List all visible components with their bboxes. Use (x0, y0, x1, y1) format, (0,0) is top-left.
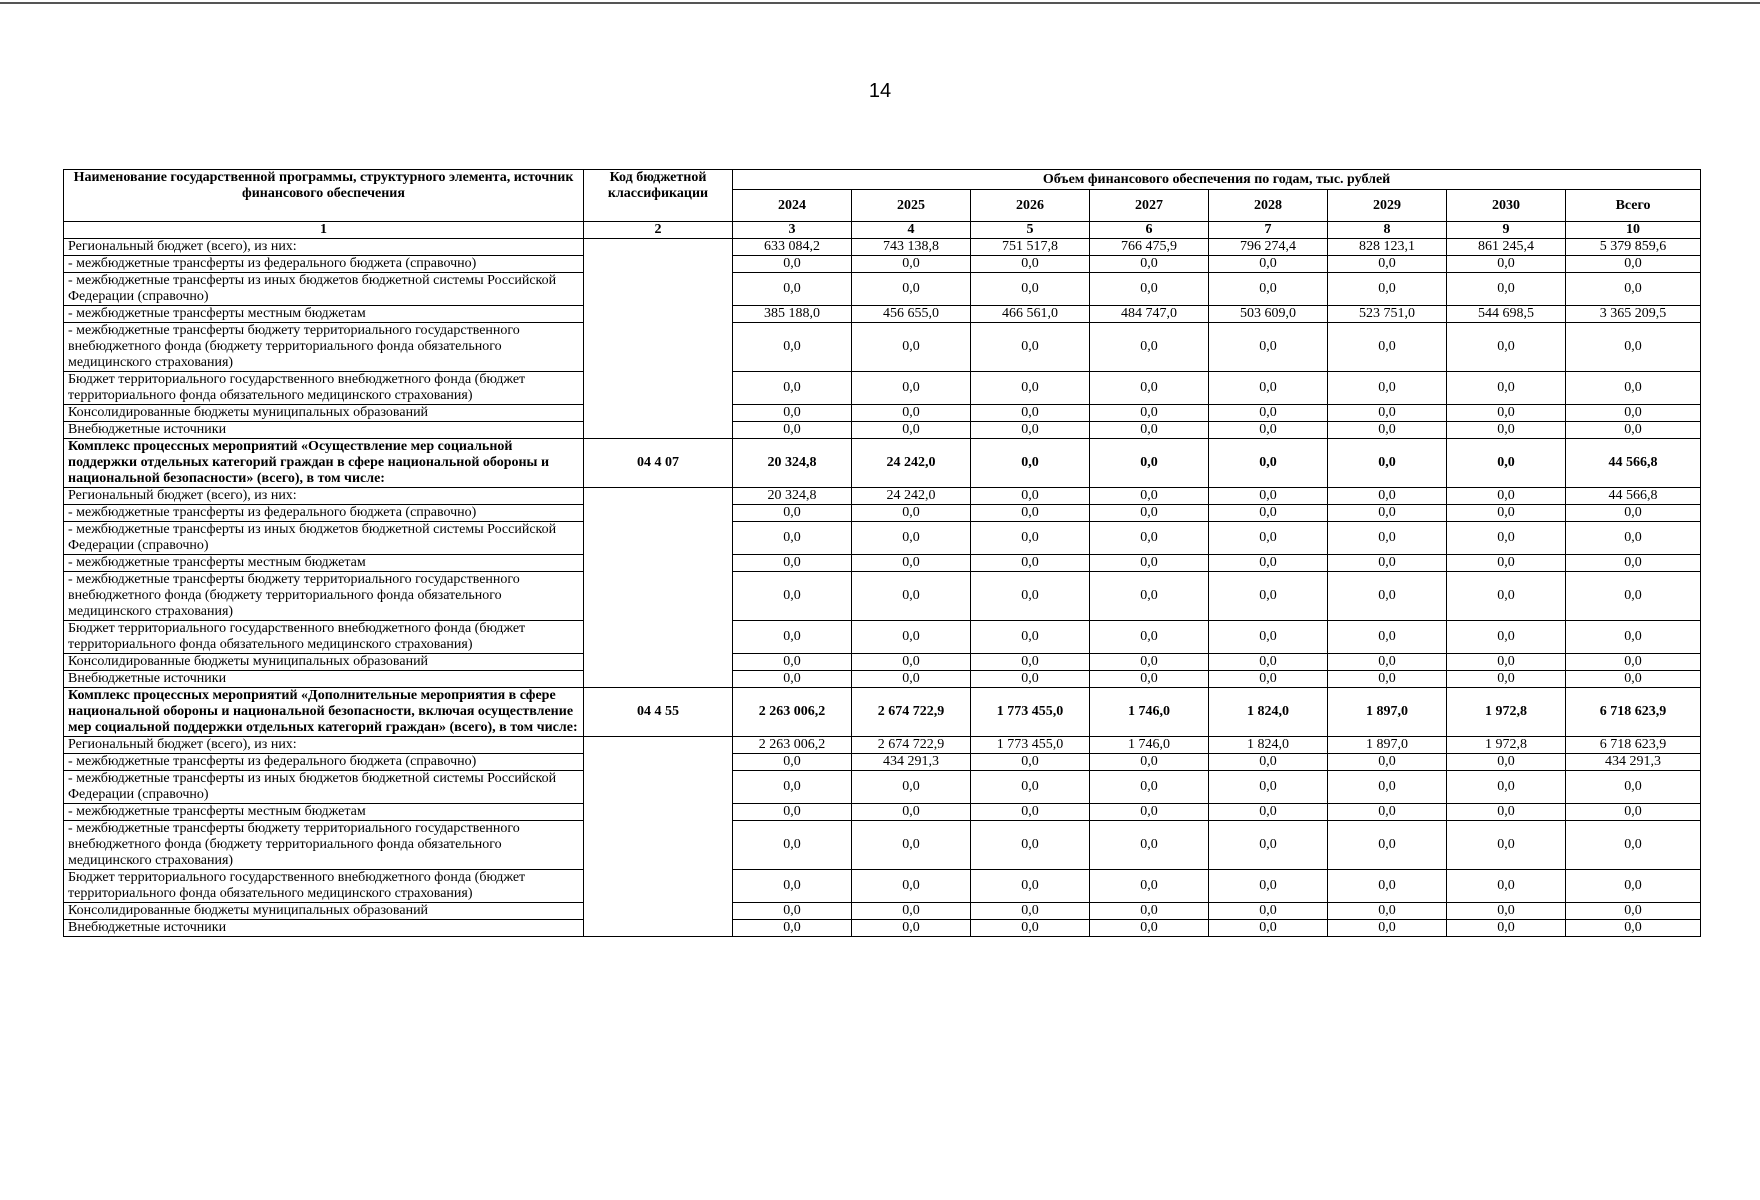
value-cell: 0,0 (1209, 505, 1328, 522)
table-row (64, 505, 1701, 522)
value-cell: 0,0 (733, 654, 852, 671)
row-name: - межбюджетные трансферты бюджету территориального государственного внебюджетного фонда (бюджету территориального фонда обязательного медицинского страхования) (64, 323, 584, 372)
value-cell: 0,0 (1090, 555, 1209, 572)
program-complex-row (64, 439, 1701, 488)
value-cell: 0,0 (733, 621, 852, 654)
value-cell: 0,0 (1328, 405, 1447, 422)
value-cell: 0,0 (1209, 256, 1328, 273)
value-cell: 0,0 (1447, 754, 1566, 771)
value-cell: 0,0 (1447, 821, 1566, 870)
value-cell: 0,0 (1328, 870, 1447, 903)
value-cell: 2 263 006,2 (733, 688, 852, 737)
value-cell: 0,0 (971, 323, 1090, 372)
value-cell: 0,0 (1209, 522, 1328, 555)
value-cell: 0,0 (1090, 804, 1209, 821)
value-cell: 0,0 (971, 804, 1090, 821)
row-name: Внебюджетные источники (64, 422, 584, 439)
value-cell: 0,0 (733, 920, 852, 937)
value-cell: 0,0 (1328, 522, 1447, 555)
row-name: Региональный бюджет (всего), из них: (64, 488, 584, 505)
value-cell: 0,0 (1209, 821, 1328, 870)
value-cell: 0,0 (1328, 488, 1447, 505)
value-cell: 0,0 (971, 654, 1090, 671)
value-cell: 0,0 (1447, 671, 1566, 688)
row-name: Комплекс процессных мероприятий «Дополнительные мероприятия в сфере национальной обороны и национальной безопасности, включая осуществление мер социальной поддержки отдельных категорий граждан» (всего), в том числе: (64, 688, 584, 737)
value-cell: 0,0 (1447, 522, 1566, 555)
value-cell: 1 824,0 (1209, 737, 1328, 754)
budget-code: 04 4 07 (584, 439, 733, 488)
value-cell: 0,0 (1209, 439, 1328, 488)
value-cell: 0,0 (852, 903, 971, 920)
header-volume: Объем финансового обеспечения по годам, тыс. рублей (733, 170, 1701, 190)
value-cell: 1 972,8 (1447, 737, 1566, 754)
total-cell: 0,0 (1566, 273, 1701, 306)
header-total: Всего (1566, 190, 1701, 222)
table-row (64, 422, 1701, 439)
value-cell: 0,0 (1090, 273, 1209, 306)
budget-code (584, 239, 733, 439)
total-cell: 0,0 (1566, 870, 1701, 903)
value-cell: 0,0 (1328, 256, 1447, 273)
total-cell: 0,0 (1566, 555, 1701, 572)
value-cell: 0,0 (852, 522, 971, 555)
value-cell: 0,0 (1090, 372, 1209, 405)
value-cell: 0,0 (1447, 572, 1566, 621)
table-row (64, 306, 1701, 323)
value-cell: 0,0 (1090, 671, 1209, 688)
value-cell: 0,0 (852, 256, 971, 273)
value-cell: 0,0 (1447, 920, 1566, 937)
value-cell: 0,0 (852, 273, 971, 306)
value-cell: 0,0 (1447, 505, 1566, 522)
value-cell: 0,0 (1447, 621, 1566, 654)
value-cell: 0,0 (1328, 903, 1447, 920)
value-cell: 0,0 (1328, 920, 1447, 937)
value-cell: 0,0 (733, 821, 852, 870)
value-cell: 0,0 (971, 488, 1090, 505)
value-cell: 0,0 (1090, 405, 1209, 422)
value-cell: 0,0 (1447, 323, 1566, 372)
value-cell: 0,0 (971, 821, 1090, 870)
value-cell: 0,0 (733, 804, 852, 821)
value-cell: 0,0 (852, 621, 971, 654)
financing-table (63, 169, 1701, 937)
value-cell: 0,0 (1328, 439, 1447, 488)
total-cell: 0,0 (1566, 771, 1701, 804)
value-cell: 0,0 (1328, 621, 1447, 654)
column-number: 7 (1209, 222, 1328, 239)
column-number: 3 (733, 222, 852, 239)
total-cell: 0,0 (1566, 804, 1701, 821)
total-cell: 0,0 (1566, 372, 1701, 405)
value-cell: 0,0 (1209, 903, 1328, 920)
total-cell: 0,0 (1566, 405, 1701, 422)
value-cell: 503 609,0 (1209, 306, 1328, 323)
value-cell: 0,0 (971, 505, 1090, 522)
header-year: 2029 (1328, 190, 1447, 222)
page-number: 14 (868, 80, 892, 102)
value-cell: 0,0 (971, 422, 1090, 439)
value-cell: 0,0 (1328, 372, 1447, 405)
value-cell: 0,0 (1328, 505, 1447, 522)
value-cell: 0,0 (852, 323, 971, 372)
value-cell: 0,0 (852, 555, 971, 572)
row-name: - межбюджетные трансферты из иных бюджетов бюджетной системы Российской Федерации (справочно) (64, 273, 584, 306)
value-cell: 0,0 (733, 870, 852, 903)
value-cell: 0,0 (1090, 256, 1209, 273)
total-cell: 0,0 (1566, 323, 1701, 372)
value-cell: 0,0 (1209, 405, 1328, 422)
value-cell: 0,0 (1090, 439, 1209, 488)
value-cell: 2 674 722,9 (852, 737, 971, 754)
value-cell: 743 138,8 (852, 239, 971, 256)
table-row (64, 555, 1701, 572)
value-cell: 0,0 (1209, 488, 1328, 505)
value-cell: 0,0 (1328, 771, 1447, 804)
table-row (64, 804, 1701, 821)
value-cell: 0,0 (971, 572, 1090, 621)
column-number: 9 (1447, 222, 1566, 239)
table-row (64, 771, 1701, 804)
value-cell: 385 188,0 (733, 306, 852, 323)
value-cell: 0,0 (1447, 804, 1566, 821)
row-name: Внебюджетные источники (64, 920, 584, 937)
table-row (64, 405, 1701, 422)
value-cell: 0,0 (733, 671, 852, 688)
value-cell: 0,0 (852, 372, 971, 405)
value-cell: 1 972,8 (1447, 688, 1566, 737)
value-cell: 0,0 (852, 405, 971, 422)
value-cell: 766 475,9 (1090, 239, 1209, 256)
value-cell: 0,0 (733, 422, 852, 439)
value-cell: 0,0 (1328, 654, 1447, 671)
value-cell: 0,0 (1090, 654, 1209, 671)
value-cell: 0,0 (1090, 754, 1209, 771)
value-cell: 0,0 (852, 771, 971, 804)
value-cell: 0,0 (1447, 422, 1566, 439)
value-cell: 0,0 (971, 439, 1090, 488)
total-cell: 0,0 (1566, 903, 1701, 920)
value-cell: 0,0 (733, 405, 852, 422)
value-cell: 523 751,0 (1328, 306, 1447, 323)
header-year: 2024 (733, 190, 852, 222)
table-row (64, 372, 1701, 405)
value-cell: 0,0 (1328, 323, 1447, 372)
value-cell: 0,0 (852, 870, 971, 903)
value-cell: 0,0 (852, 821, 971, 870)
column-number: 10 (1566, 222, 1701, 239)
value-cell: 0,0 (733, 555, 852, 572)
value-cell: 0,0 (1209, 555, 1328, 572)
row-name: Бюджет территориального государственного внебюджетного фонда (бюджет территориального фонда обязательного медицинского страхования) (64, 372, 584, 405)
value-cell: 0,0 (1090, 323, 1209, 372)
value-cell: 751 517,8 (971, 239, 1090, 256)
column-number-row (64, 222, 1701, 239)
value-cell: 456 655,0 (852, 306, 971, 323)
total-cell: 44 566,8 (1566, 439, 1701, 488)
top-rule (0, 2, 1760, 4)
table-row (64, 671, 1701, 688)
value-cell: 0,0 (733, 522, 852, 555)
value-cell: 0,0 (1090, 870, 1209, 903)
row-name: Консолидированные бюджеты муниципальных образований (64, 405, 584, 422)
value-cell: 0,0 (1090, 572, 1209, 621)
value-cell: 0,0 (971, 372, 1090, 405)
value-cell: 0,0 (1447, 405, 1566, 422)
value-cell: 0,0 (971, 771, 1090, 804)
table-row (64, 654, 1701, 671)
value-cell: 0,0 (1209, 654, 1328, 671)
program-complex-row (64, 688, 1701, 737)
header-year: 2027 (1090, 190, 1209, 222)
budget-code: 04 4 55 (584, 688, 733, 737)
header-year: 2026 (971, 190, 1090, 222)
value-cell: 0,0 (733, 754, 852, 771)
value-cell: 0,0 (852, 804, 971, 821)
row-name: Бюджет территориального государственного внебюджетного фонда (бюджет территориального фонда обязательного медицинского страхования) (64, 870, 584, 903)
value-cell: 0,0 (1209, 754, 1328, 771)
value-cell: 0,0 (1090, 920, 1209, 937)
table-row (64, 522, 1701, 555)
value-cell: 0,0 (1447, 555, 1566, 572)
value-cell: 0,0 (971, 405, 1090, 422)
row-name: - межбюджетные трансферты бюджету территориального государственного внебюджетного фонда (бюджету территориального фонда обязательного медицинского страхования) (64, 572, 584, 621)
value-cell: 24 242,0 (852, 439, 971, 488)
value-cell: 0,0 (1328, 572, 1447, 621)
total-cell: 0,0 (1566, 821, 1701, 870)
value-cell: 0,0 (733, 572, 852, 621)
value-cell: 0,0 (733, 505, 852, 522)
total-cell: 0,0 (1566, 522, 1701, 555)
value-cell: 796 274,4 (1209, 239, 1328, 256)
value-cell: 0,0 (1328, 821, 1447, 870)
value-cell: 0,0 (971, 555, 1090, 572)
total-cell: 434 291,3 (1566, 754, 1701, 771)
row-name: Консолидированные бюджеты муниципальных образований (64, 903, 584, 920)
row-name: - межбюджетные трансферты местным бюджетам (64, 804, 584, 821)
total-cell: 44 566,8 (1566, 488, 1701, 505)
row-name: - межбюджетные трансферты из федерального бюджета (справочно) (64, 256, 584, 273)
row-name: - межбюджетные трансферты местным бюджетам (64, 306, 584, 323)
value-cell: 1 897,0 (1328, 688, 1447, 737)
total-cell: 0,0 (1566, 572, 1701, 621)
value-cell: 0,0 (733, 372, 852, 405)
value-cell: 0,0 (1209, 804, 1328, 821)
value-cell: 0,0 (1209, 671, 1328, 688)
value-cell: 1 824,0 (1209, 688, 1328, 737)
value-cell: 0,0 (1328, 422, 1447, 439)
value-cell: 0,0 (733, 771, 852, 804)
value-cell: 0,0 (971, 671, 1090, 688)
total-cell: 0,0 (1566, 621, 1701, 654)
column-number: 5 (971, 222, 1090, 239)
column-number: 4 (852, 222, 971, 239)
row-name: Консолидированные бюджеты муниципальных образований (64, 654, 584, 671)
value-cell: 0,0 (971, 870, 1090, 903)
value-cell: 0,0 (971, 754, 1090, 771)
table-row (64, 821, 1701, 870)
column-number: 2 (584, 222, 733, 239)
value-cell: 0,0 (1090, 903, 1209, 920)
table-row (64, 737, 1701, 754)
row-name: - межбюджетные трансферты из иных бюджетов бюджетной системы Российской Федерации (справочно) (64, 771, 584, 804)
table-row (64, 621, 1701, 654)
table-row (64, 572, 1701, 621)
total-cell: 6 718 623,9 (1566, 688, 1701, 737)
table-row (64, 239, 1701, 256)
value-cell: 633 084,2 (733, 239, 852, 256)
table-row (64, 273, 1701, 306)
total-cell: 5 379 859,6 (1566, 239, 1701, 256)
table-row (64, 323, 1701, 372)
total-cell: 0,0 (1566, 920, 1701, 937)
value-cell: 0,0 (1447, 273, 1566, 306)
budget-code (584, 488, 733, 688)
value-cell: 0,0 (1209, 273, 1328, 306)
value-cell: 0,0 (1328, 671, 1447, 688)
column-number: 8 (1328, 222, 1447, 239)
value-cell: 0,0 (852, 920, 971, 937)
column-number: 6 (1090, 222, 1209, 239)
value-cell: 24 242,0 (852, 488, 971, 505)
value-cell: 0,0 (1328, 804, 1447, 821)
row-name: Региональный бюджет (всего), из них: (64, 239, 584, 256)
value-cell: 0,0 (1209, 621, 1328, 654)
value-cell: 0,0 (733, 903, 852, 920)
total-cell: 0,0 (1566, 654, 1701, 671)
total-cell: 0,0 (1566, 505, 1701, 522)
header-year: 2025 (852, 190, 971, 222)
value-cell: 0,0 (1090, 522, 1209, 555)
value-cell: 1 746,0 (1090, 688, 1209, 737)
value-cell: 0,0 (971, 903, 1090, 920)
value-cell: 0,0 (1090, 771, 1209, 804)
value-cell: 484 747,0 (1090, 306, 1209, 323)
value-cell: 0,0 (1209, 870, 1328, 903)
row-name: Региональный бюджет (всего), из них: (64, 737, 584, 754)
value-cell: 828 123,1 (1328, 239, 1447, 256)
total-cell: 3 365 209,5 (1566, 306, 1701, 323)
value-cell: 0,0 (1209, 323, 1328, 372)
value-cell: 0,0 (1447, 256, 1566, 273)
value-cell: 0,0 (852, 671, 971, 688)
value-cell: 1 773 455,0 (971, 688, 1090, 737)
value-cell: 0,0 (971, 256, 1090, 273)
value-cell: 0,0 (971, 273, 1090, 306)
table-row (64, 870, 1701, 903)
table-row (64, 488, 1701, 505)
table-row (64, 754, 1701, 771)
value-cell: 0,0 (1447, 488, 1566, 505)
header-name: Наименование государственной программы, структурного элемента, источник финансового обеспечения (64, 170, 584, 222)
value-cell: 0,0 (852, 654, 971, 671)
header-year: 2028 (1209, 190, 1328, 222)
row-name: Комплекс процессных мероприятий «Осуществление мер социальной поддержки отдельных категорий граждан в сфере национальной обороны и национальной безопасности» (всего), в том числе: (64, 439, 584, 488)
row-name: - межбюджетные трансферты из федерального бюджета (справочно) (64, 505, 584, 522)
value-cell: 2 263 006,2 (733, 737, 852, 754)
row-name: - межбюджетные трансферты местным бюджетам (64, 555, 584, 572)
value-cell: 1 773 455,0 (971, 737, 1090, 754)
value-cell: 0,0 (1090, 621, 1209, 654)
value-cell: 0,0 (971, 522, 1090, 555)
value-cell: 0,0 (971, 621, 1090, 654)
value-cell: 0,0 (1209, 920, 1328, 937)
table-row (64, 903, 1701, 920)
value-cell: 0,0 (1447, 771, 1566, 804)
value-cell: 0,0 (1209, 572, 1328, 621)
value-cell: 1 897,0 (1328, 737, 1447, 754)
row-name: - межбюджетные трансферты бюджету территориального государственного внебюджетного фонда (бюджету территориального фонда обязательного медицинского страхования) (64, 821, 584, 870)
value-cell: 0,0 (1447, 439, 1566, 488)
value-cell: 0,0 (1328, 754, 1447, 771)
value-cell: 0,0 (733, 256, 852, 273)
row-name: Внебюджетные источники (64, 671, 584, 688)
header-code: Код бюджетной классификации (584, 170, 733, 222)
table-row (64, 920, 1701, 937)
value-cell: 0,0 (852, 422, 971, 439)
row-name: - межбюджетные трансферты из федерального бюджета (справочно) (64, 754, 584, 771)
value-cell: 0,0 (733, 323, 852, 372)
value-cell: 0,0 (1209, 372, 1328, 405)
total-cell: 6 718 623,9 (1566, 737, 1701, 754)
value-cell: 0,0 (1090, 422, 1209, 439)
value-cell: 0,0 (733, 273, 852, 306)
value-cell: 861 245,4 (1447, 239, 1566, 256)
value-cell: 0,0 (1090, 488, 1209, 505)
total-cell: 0,0 (1566, 422, 1701, 439)
value-cell: 434 291,3 (852, 754, 971, 771)
value-cell: 2 674 722,9 (852, 688, 971, 737)
value-cell: 0,0 (1090, 505, 1209, 522)
column-number: 1 (64, 222, 584, 239)
value-cell: 466 561,0 (971, 306, 1090, 323)
value-cell: 20 324,8 (733, 488, 852, 505)
value-cell: 0,0 (1447, 654, 1566, 671)
value-cell: 0,0 (1209, 771, 1328, 804)
value-cell: 0,0 (1328, 273, 1447, 306)
value-cell: 1 746,0 (1090, 737, 1209, 754)
table-row (64, 256, 1701, 273)
value-cell: 0,0 (852, 572, 971, 621)
value-cell: 0,0 (1447, 903, 1566, 920)
value-cell: 0,0 (1447, 870, 1566, 903)
value-cell: 0,0 (1090, 821, 1209, 870)
value-cell: 544 698,5 (1447, 306, 1566, 323)
row-name: - межбюджетные трансферты из иных бюджетов бюджетной системы Российской Федерации (справочно) (64, 522, 584, 555)
value-cell: 0,0 (1328, 555, 1447, 572)
value-cell: 0,0 (1447, 372, 1566, 405)
value-cell: 0,0 (971, 920, 1090, 937)
value-cell: 20 324,8 (733, 439, 852, 488)
total-cell: 0,0 (1566, 671, 1701, 688)
value-cell: 0,0 (852, 505, 971, 522)
value-cell: 0,0 (1209, 422, 1328, 439)
total-cell: 0,0 (1566, 256, 1701, 273)
row-name: Бюджет территориального государственного внебюджетного фонда (бюджет территориального фонда обязательного медицинского страхования) (64, 621, 584, 654)
header-year: 2030 (1447, 190, 1566, 222)
budget-code (584, 737, 733, 937)
